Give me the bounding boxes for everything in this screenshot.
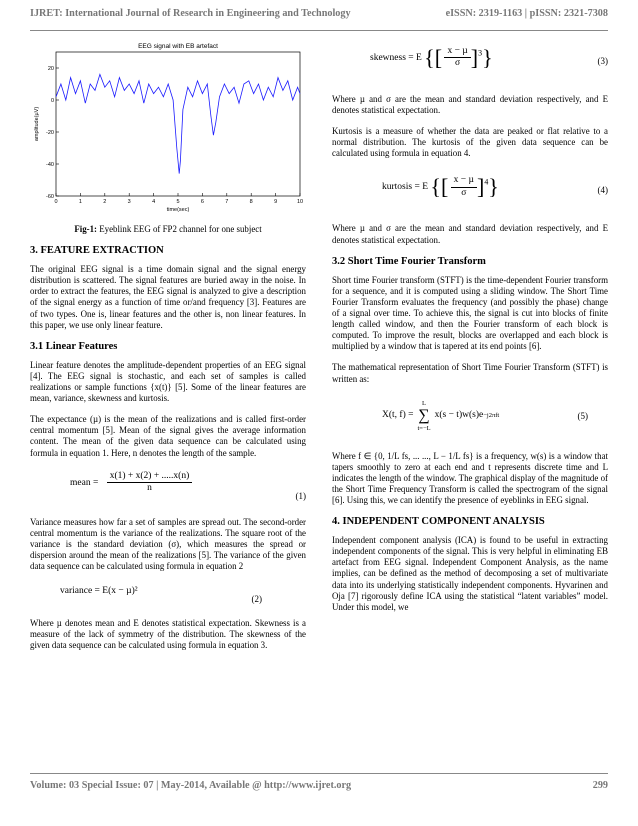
eq5-body: x(s − t)w(s)e xyxy=(434,410,484,421)
journal-name: IJRET: International Journal of Research in Engineering and Technology xyxy=(30,8,351,19)
section-3-title: 3. FEATURE EXTRACTION xyxy=(30,245,164,257)
x-tick-label: 5 xyxy=(176,199,180,205)
right-para-3: Where µ and σ are the mean and standard deviation respectively, and E denotes statistical expectation. xyxy=(332,223,608,245)
section-31-para-3: Variance measures how far a set of samples are spread out. The second-order central momentum is the variance of the realizations. The square root of the variance is the standard deviation (σ), which measures the spread or dispersion around the mean of the realizations [5]. The variance of the given data sequence can be calculated using formula in equation 2 xyxy=(30,516,306,571)
plot-frame xyxy=(56,52,300,196)
x-tick-label: 0 xyxy=(54,199,58,205)
y-tick-label: -40 xyxy=(46,162,54,168)
page-number: 299 xyxy=(592,780,608,791)
eq1-denominator: n xyxy=(147,482,152,493)
section-31-para-1: Linear feature denotes the amplitude-dependent properties of an EEG signal [4]. The EEG signal is stochastic, and each set of samples is called realizations or sample functions {x(t)} [5]. Some of the linear features are mean, variance, skewness and kurtosis. xyxy=(30,359,306,404)
equation-2 xyxy=(30,582,306,610)
caption-text: Eyeblink EEG of FP2 channel for one subject xyxy=(97,224,262,234)
header-rule xyxy=(30,30,608,31)
eq4-numerator: x − µ xyxy=(451,175,477,187)
right-column xyxy=(332,36,608,623)
x-tick-label: 10 xyxy=(296,199,304,205)
eq4-lhs: kurtosis = E xyxy=(382,182,428,193)
y-tick-label: -60 xyxy=(46,194,54,200)
equation-1 xyxy=(30,469,306,509)
x-tick-label: 1 xyxy=(78,199,82,205)
eq4-number: (4) xyxy=(597,185,608,196)
figure-caption xyxy=(30,224,306,235)
section-32-para-3: Where f ∈ {0, 1/L fs, ... ..., L − 1/L fs} is a frequency, w(s) is a window that tapers smoothly to zero at each end and t represents discrete time and L indicates the length of the window. The graphical display of the magnitude of the Short Time Frequency Transform is called the spectrogram of the signal [6]. Using this, we can identify the presence of eyeblinks in EEG signal. xyxy=(332,450,608,505)
caption-label: Fig-1: xyxy=(74,224,98,234)
eq4-denominator: σ xyxy=(461,187,467,198)
eq1-number: (1) xyxy=(295,490,306,501)
y-axis-label: amplitude(µV) xyxy=(34,106,40,142)
right-para-2: Kurtosis is a measure of whether the data are peaked or flat relative to a normal distribution. The kurtosis of the given data sequence can be calculated using formula in equation 4. xyxy=(332,126,608,159)
eq2-body: variance = E(x − µ)² xyxy=(60,586,138,597)
x-axis-label: time(sec) xyxy=(166,207,190,213)
eq1-lhs: mean = xyxy=(70,477,99,488)
page-header xyxy=(30,8,608,30)
footer-rule xyxy=(30,773,608,774)
equation-4: kurtosis = E {[ $\frac{\text{x − µ}}{\sigma}$ ]$^4$} (4) xyxy=(382,174,608,200)
equation-3: skewness = E {[ $\frac{\text{x − µ}}{\sigma}$ ]$^3$} (3) xyxy=(370,45,608,71)
footer-volume: Volume: 03 Special Issue: 07 | May-2014, Available @ http://www.ijret.org xyxy=(30,780,352,791)
x-tick-label: 6 xyxy=(200,199,204,205)
eq2-number: (2) xyxy=(251,594,262,605)
x-tick-label: 2 xyxy=(103,199,107,205)
section-31-title: 3.1 Linear Features xyxy=(30,340,118,352)
x-tick-label: 3 xyxy=(127,199,131,205)
y-tick-label: 20 xyxy=(47,66,54,72)
eq1-numerator: x(1) + x(2) + .....x(n) xyxy=(107,471,193,483)
eeg-chart-svg xyxy=(30,36,306,216)
eq3-power: 3 xyxy=(478,48,483,58)
eq3-denominator: σ xyxy=(455,58,461,69)
page-footer xyxy=(30,780,608,791)
x-tick-label: 8 xyxy=(249,199,253,205)
chart-title: EEG signal with EB artefact xyxy=(138,43,218,50)
eq4-power: 4 xyxy=(484,178,489,188)
x-tick-label: 4 xyxy=(152,199,156,205)
section-4-para: Independent component analysis (ICA) is found to be useful in extracting independent components of the signal. This is very helpful in eliminating EB artefact from EEG signal. Independent Component Analysis, as the name implies, can be defined as the method of decomposing a set of multivariate data into its underlying statistically independent components. Hyvarinen and Oja [7] rigorously define ICA using the statistical “latent variables” model. Under this model, we xyxy=(332,535,608,612)
eq5-sum-bottom: t=−L xyxy=(417,424,431,432)
eeg-chart xyxy=(30,36,306,216)
x-tick-label: 7 xyxy=(225,199,229,205)
issn: eISSN: 2319-1163 | pISSN: 2321-7308 xyxy=(445,8,608,19)
eq3-numerator: x − µ xyxy=(444,46,470,58)
section-3-para: The original EEG signal is a time domain signal and the signal energy distribution is scattered. The signal features are buried away in the noise. In order to extract the features, the EEG signal is analyzed to give a description of the signal energy as a function of time or/and frequency [3]. Features are of two types. One is, linear features and the other is, non linear features. In this paper, we use only linear feature. xyxy=(30,264,306,330)
section-32-para-1: Short time Fourier transform (STFT) is the time-dependent Fourier transform for a sequence, and it is computed using a sliding window. The Short Time Fourier Transform evaluates the frequency (and possibly the phase) change of a signal over time. To achieve this, the signal is cut into blocks of finite length called window, and then the Fourier transform of each block is computed. To improve the result, blocks are overlapped and each block is multiplied by a window that is tapered at its end points [6]. xyxy=(332,274,608,352)
y-tick-label: 0 xyxy=(50,98,54,104)
section-32-para-2: The mathematical representation of Short Time Fourier Transform (STFT) is written as: xyxy=(332,362,608,384)
eq5-number: (5) xyxy=(577,410,588,421)
eq5-exponent: −j2πft xyxy=(483,412,500,420)
eq5-sum-top: L xyxy=(422,399,427,407)
eq3-lhs: skewness = E xyxy=(370,52,422,63)
section-31-para-2: The expectance (µ) is the mean of the realizations and is called first-order central momentum [5]. Mean of the signal gives the average information content. The mean of the given data sequence can be calculated using formula in equation 1. Here, n denotes the length of the sample. xyxy=(30,414,306,458)
right-para-1: Where µ and σ are the mean and standard deviation respectively, and E denotes statistical expectation. xyxy=(332,94,608,116)
section-4-title: 4. INDEPENDENT COMPONENT ANALYSIS xyxy=(332,516,545,528)
section-32-title: 3.2 Short Time Fourier Transform xyxy=(332,255,486,267)
equation-5: X(t, f) = L ∑ t=−L x(s − t)w(s)e −j2πft (5) xyxy=(382,399,588,432)
x-tick-label: 9 xyxy=(274,199,278,205)
section-31-para-4: Where µ denotes mean and E denotes statistical expectation. Skewness is a measure of the lack of symmetry of the distribution. The skewness of the given data sequence can be calculated using formula in equation 3. xyxy=(30,618,306,651)
y-tick-label: -20 xyxy=(46,130,54,136)
eq5-lhs: X(t, f) = xyxy=(382,410,414,421)
left-column xyxy=(30,36,306,661)
eq3-number: (3) xyxy=(597,56,608,66)
